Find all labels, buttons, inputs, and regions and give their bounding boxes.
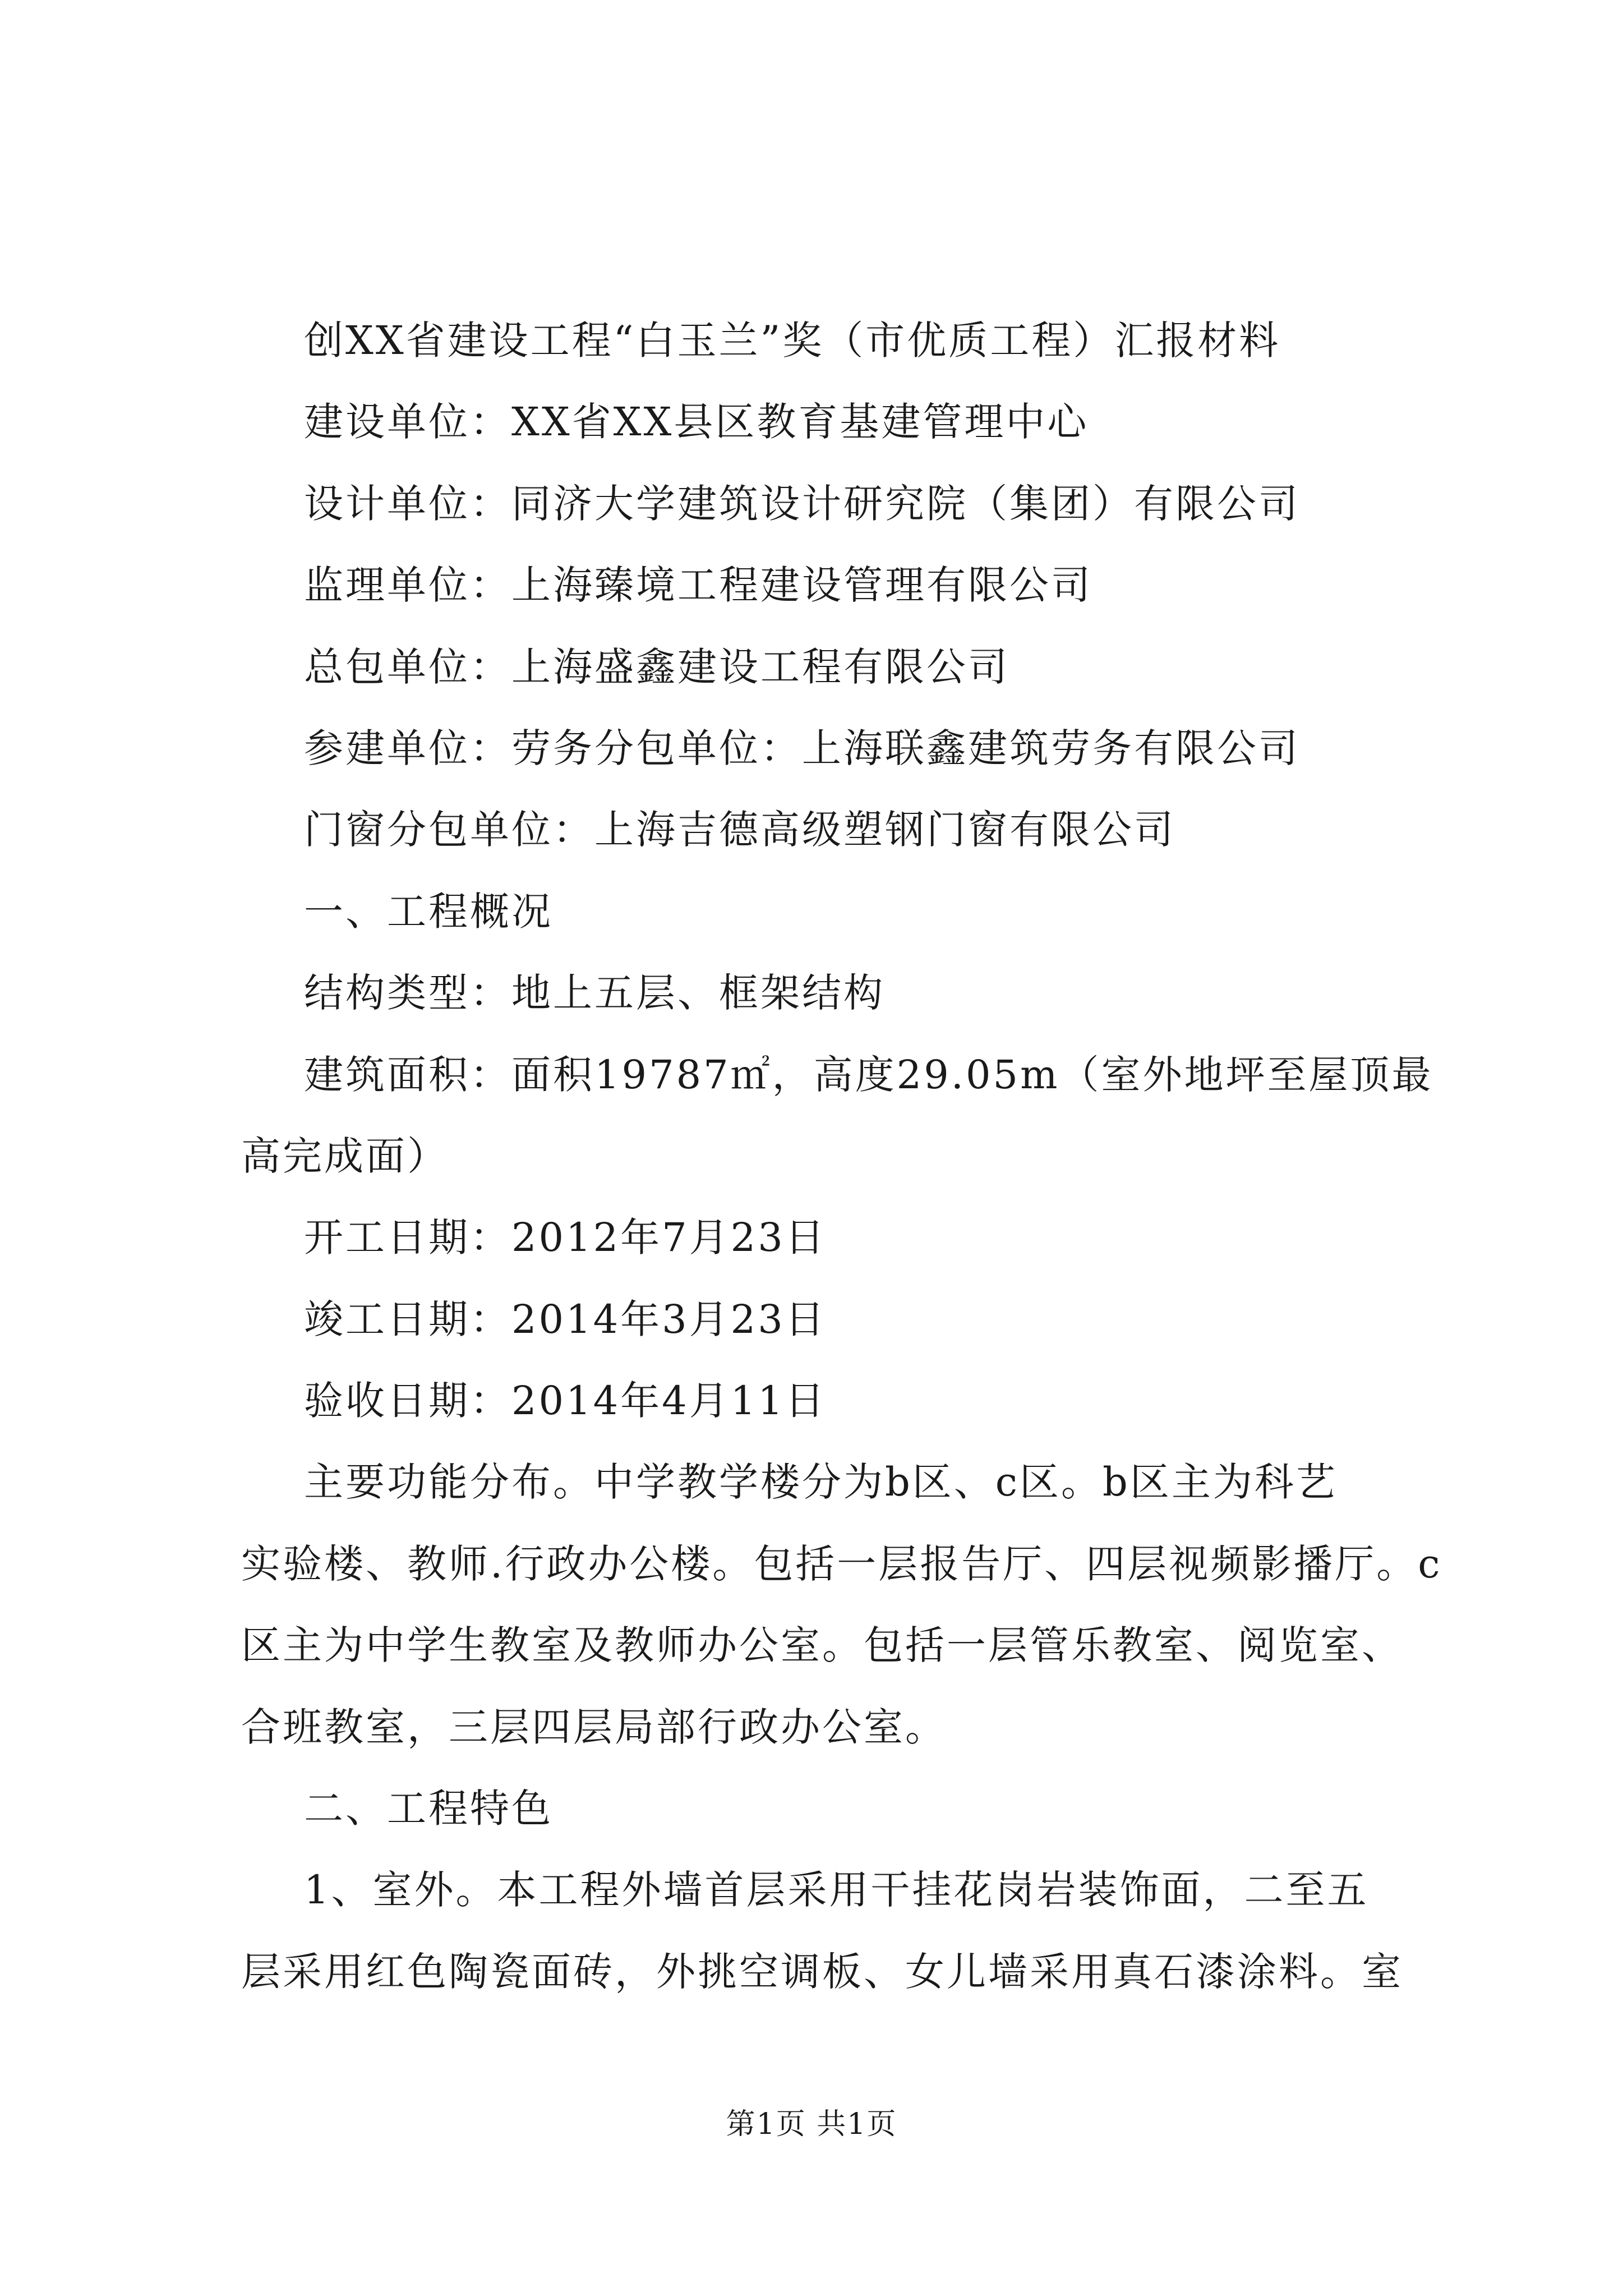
section-heading-overview: 一、工程概况 (304, 888, 553, 935)
document-body (241, 300, 1447, 2013)
building-area-continued: 高完成面） (241, 1133, 449, 1179)
building-area: 建筑面积：面积19787㎡，高度29.05m（室外地坪至屋顶最 (304, 1051, 1433, 1098)
function-paragraph-line: 主要功能分布。中学教学楼分为b区、c区。b区主为科艺 (304, 1459, 1338, 1506)
page-footer: 第1页 共1页 (726, 2108, 897, 2141)
section-heading-features: 二、工程特色 (304, 1786, 553, 1832)
exterior-paragraph-line: 层采用红色陶瓷面砖，外挑空调板、女儿墙采用真石漆涂料。室 (241, 1948, 1403, 1995)
function-paragraph-line: 合班教室，三层四层局部行政办公室。 (241, 1704, 947, 1750)
report-title: 创XX省建设工程“白玉兰”奖（市优质工程）汇报材料 (304, 318, 1281, 364)
function-paragraph-line: 区主为中学生教室及教师办公室。包括一层管乐教室、阅览室、 (241, 1622, 1403, 1669)
general-contractor: 总包单位：上海盛鑫建设工程有限公司 (304, 643, 1009, 690)
start-date: 开工日期：2012年7月23日 (304, 1214, 827, 1261)
construction-unit: 建设单位：XX省XX县区教育基建管理中心 (304, 399, 1089, 445)
exterior-paragraph-line: 1、室外。本工程外墙首层采用干挂花岗岩装饰面，二至五 (304, 1867, 1369, 1913)
completion-date: 竣工日期：2014年3月23日 (304, 1296, 827, 1342)
design-unit: 设计单位：同济大学建筑设计研究院（集团）有限公司 (304, 480, 1300, 527)
window-subcontractor: 门窗分包单位：上海吉德高级塑钢门窗有限公司 (304, 807, 1175, 853)
acceptance-date: 验收日期：2014年4月11日 (304, 1378, 827, 1424)
structure-type: 结构类型：地上五层、框架结构 (304, 970, 885, 1016)
participating-unit: 参建单位：劳务分包单位：上海联鑫建筑劳务有限公司 (304, 725, 1300, 771)
supervision-unit: 监理单位：上海臻境工程建设管理有限公司 (304, 562, 1092, 609)
function-paragraph-line: 实验楼、教师.行政办公楼。包括一层报告厅、四层视频影播厅。c (241, 1540, 1442, 1587)
